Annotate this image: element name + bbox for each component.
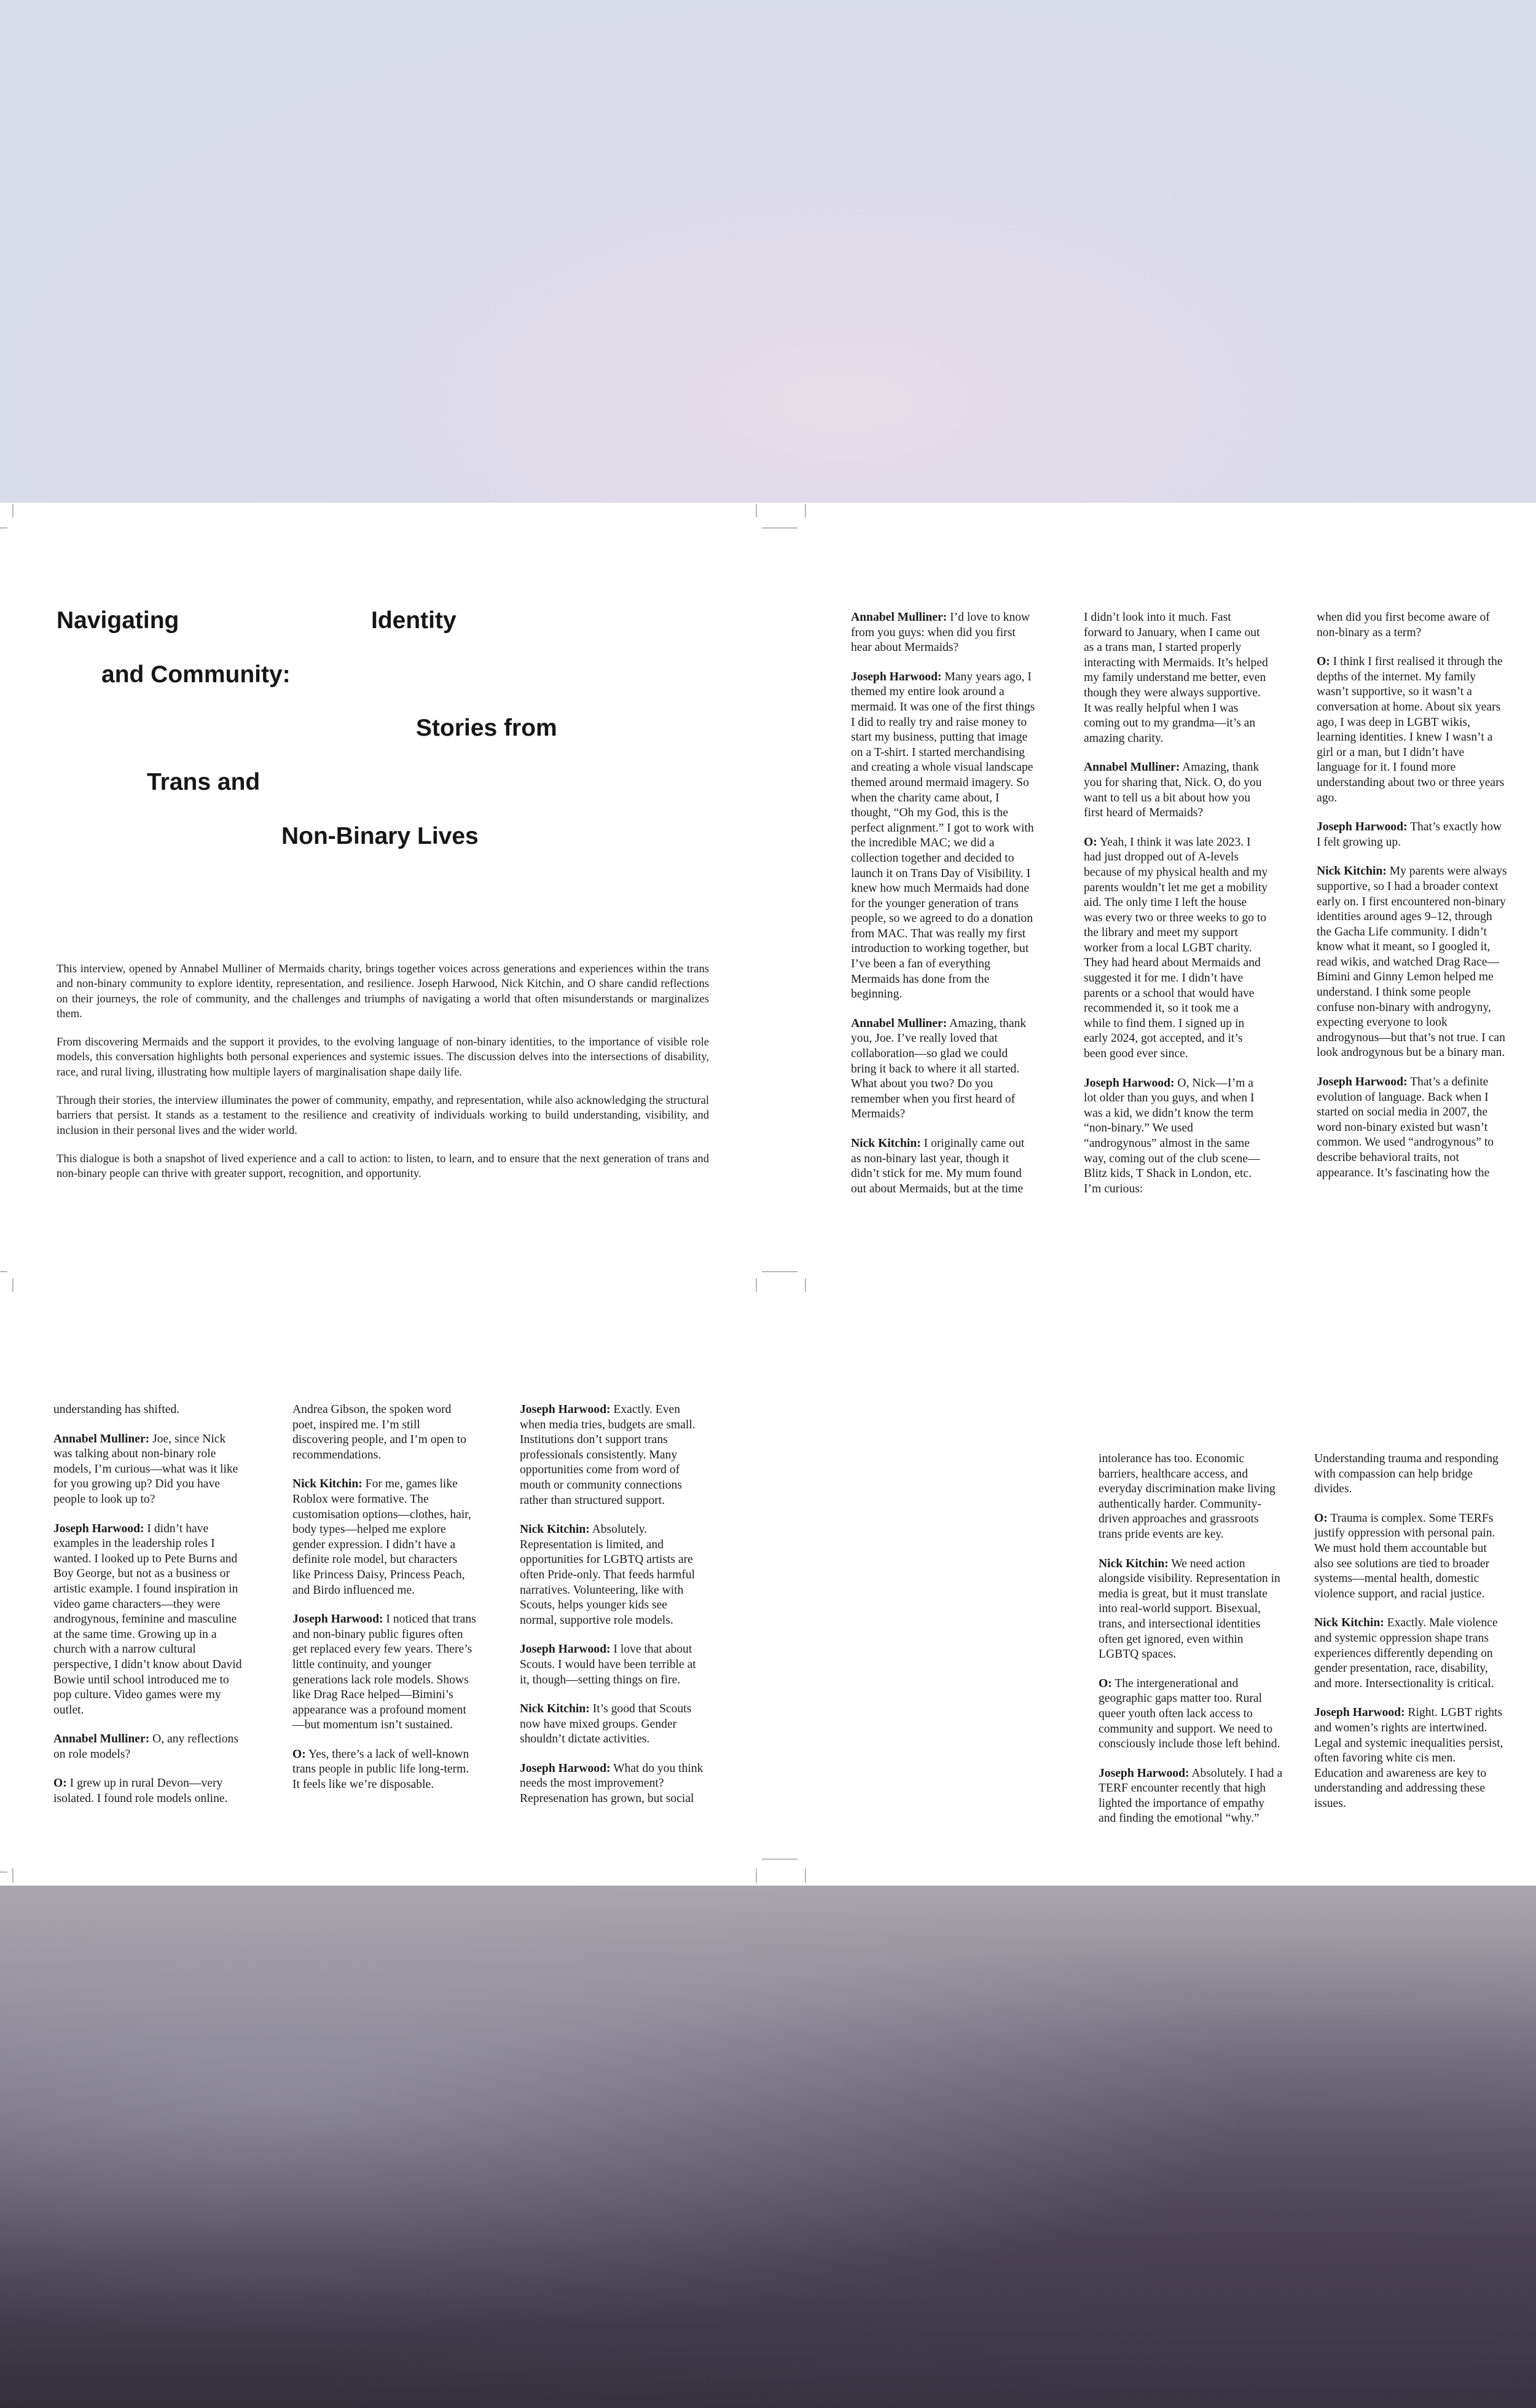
dialogue-paragraph [1084, 610, 1268, 746]
dialogue-paragraph [1317, 864, 1507, 1061]
dialogue-paragraph [1099, 1677, 1283, 1752]
dialogue-text: Exactly. Even when media tries, budgets are small. Institutions don’t support trans professionals consistently. Many opportunities come from word of mouth or community connections rather than structured support. [520, 1403, 696, 1507]
dialogue-paragraph [520, 1522, 707, 1628]
speaker-name: Annabel Mulliner: [851, 1017, 947, 1030]
speaker-name: Nick Kitchin: [851, 1137, 921, 1150]
dialogue-text: Andrea Gibson, the spoken word poet, inspired me. I’m still discovering people, and I’m open to recommendations. [292, 1403, 466, 1462]
dialogue-paragraph [851, 610, 1035, 656]
intro-text [57, 962, 709, 1195]
background-bottom [0, 1886, 1536, 2408]
intro-paragraph: This dialogue is both a snapshot of lived experience and a call to action: to listen, to learn, and to ensure that the next generation of trans and non-binary people can thrive with greater support, recognition, and opportunity. [57, 1152, 709, 1181]
interview-column [520, 1403, 707, 1821]
speaker-name: O: [1317, 655, 1330, 669]
dialogue-text: O, any reflections on role models? [53, 1733, 238, 1761]
dialogue-paragraph [520, 1403, 707, 1508]
dialogue-paragraph [53, 1432, 244, 1508]
title-line-6: Non-Binary Lives [281, 823, 479, 849]
speaker-name: Annabel Mulliner: [851, 611, 947, 624]
dialogue-text: I didn’t look into it much. Fast forward to January, when I came out as a trans man, I started properly interacting with Mermaids. It’s helped my family understand me better, even though they were always supportive. It was really helpful when I was coming out to my grandma—it’s an amazing charity. [1084, 611, 1268, 745]
dialogue-text: I love that about Scouts. I would have been terrible at it, though—setting things on fire. [520, 1643, 696, 1686]
dialogue-text: Yes, there’s a lack of well-known trans people in public life long-term. It feels like we’re disposable. [292, 1747, 469, 1792]
dialogue-paragraph [53, 1522, 244, 1718]
speaker-name: O: [292, 1747, 306, 1761]
dialogue-paragraph [851, 670, 1035, 1002]
dialogue-text: Exactly. Male violence and systemic oppression shape trans experiences differently depending on gender presentation, race, disability, and more. Intersectionality is critical. [1314, 1616, 1498, 1690]
dialogue-paragraph [292, 1612, 477, 1733]
dialogue-text: That’s exactly how I felt growing up. [1317, 820, 1502, 849]
dialogue-text: For me, games like Roblox were formative. The customisation options—clothes, hair, body types—helped me explore gender expression. I didn’t have a definite role model, but characters like Princess Daisy, Princess Peach, and Birdo influenced me. [292, 1477, 471, 1597]
dialogue-text: Absolutely. Representation is limited, and opportunities for LGBTQ artists are often Pride-only. That feeds harmful narratives. Volunteering, like with Scouts, helps younger kids see normal, supportive role models. [520, 1523, 696, 1627]
dialogue-paragraph [1317, 1075, 1507, 1181]
dialogue-paragraph [53, 1403, 244, 1418]
dialogue-text: What do you think needs the most improvement? Represenation has grown, but social [520, 1761, 703, 1806]
speaker-name: Joseph Harwood: [520, 1643, 611, 1656]
dialogue-text: Trauma is complex. Some TERFs justify oppression with personal pain. We must hold them accountable but also see solutions are tied to broader systems—mental health, domestic violence support, and racial justice. [1314, 1511, 1495, 1600]
dialogue-paragraph [292, 1747, 477, 1793]
speaker-name: Joseph Harwood: [520, 1403, 611, 1416]
speaker-name: Annabel Mulliner: [53, 1432, 150, 1446]
dialogue-paragraph [53, 1776, 244, 1806]
dialogue-text: I originally came out as non-binary last year, though it didn’t stick for me. My mum found out about Mermaids, but at the time [851, 1137, 1025, 1195]
title-line-5: Trans and [147, 769, 261, 795]
interview-column [1084, 610, 1268, 1211]
intro-paragraph: This interview, opened by Annabel Mulliner of Mermaids charity, brings together voices across generations and experiences within the trans and non-binary community to explore identity, representation, and resilience. Joseph Harwood, Nick Kitchin, and O share candid reflections on their journeys, the role of community, and the challenges and triumphs of navigating a world that often misunderstands or marginalizes them. [57, 962, 709, 1020]
speaker-name: Nick Kitchin: [1314, 1616, 1384, 1630]
dialogue-text: I’d love to know from you guys: when did you first hear about Mermaids? [851, 611, 1030, 655]
speaker-name: Joseph Harwood: [520, 1761, 611, 1775]
dialogue-paragraph [1317, 610, 1507, 640]
speaker-name: Joseph Harwood: [1317, 820, 1408, 834]
speaker-name: Joseph Harwood: [851, 670, 942, 683]
dialogue-paragraph [53, 1732, 244, 1762]
dialogue-paragraph [1317, 820, 1507, 850]
dialogue-paragraph [1084, 1076, 1268, 1197]
dialogue-text: Yeah, I think it was late 2023. I had just dropped out of A-levels because of my physical health and my parents wouldn’t let me get a mobility aid. The only time I left the house was every two or three weeks to go to the library and meet my support worker from a local LGBT charity. They had heard about Mermaids and suggested it for me. I didn’t have parents or a school that would have recommended it, so it took me a while to find them. I signed up in early 2024, got accepted, and it’s been good ever since. [1084, 835, 1268, 1061]
dialogue-paragraph [1084, 835, 1268, 1062]
intro-paragraph: From discovering Mermaids and the support it provides, to the evolving language of non-binary identities, to the importance of visible role models, this conversation highlights both personal experiences and systemic issues. The discussion delves into the intersections of disability, race, and rural living, illustrating how multiple layers of marginalisation shape daily life. [57, 1036, 709, 1079]
dialogue-paragraph [1314, 1706, 1505, 1811]
dialogue-paragraph [1084, 760, 1268, 820]
title-line-1: Navigating [57, 607, 179, 634]
title-line-3: and Community: [101, 661, 291, 688]
speaker-name: Joseph Harwood: [1314, 1706, 1405, 1720]
interview-column [1317, 610, 1507, 1195]
dialogue-text: Many years ago, I themed my entire look around a mermaid. It was one of the first things I did to really try and raise money to start my business, putting that image on a T-shirt. I started merchandising and creating a whole visual landscape themed around mermaid imagery. So when the charity came about, I thought, “Oh my God, this is the perfect alignment.” I got to work with the incredible MAC; we did a collection together and decided to launch it on Trans Day of Visibility. I knew how much Mermaids had done for the younger generation of trans people, so we agreed to do a donation from MAC. That was really my first introduction to working together, but I’ve been a fan of everything Mermaids has done from the beginning. [851, 670, 1035, 1001]
speaker-name: Nick Kitchin: [520, 1523, 590, 1536]
speaker-name: Joseph Harwood: [1317, 1076, 1408, 1089]
dialogue-text: It’s good that Scouts now have mixed groups. Gender shouldn’t dictate activities. [520, 1702, 692, 1746]
dialogue-text: I didn’t have examples in the leadership roles I wanted. I looked up to Pete Burns and Boy George, but not as a business or artistic example. I found inspiration in video game characters—they were androgynous, feminine and masculine at the same time. Growing up in a church with a narrow cultural perspective, I didn’t know about David Bowie until school introduced me to pop culture. Video games were my outlet. [53, 1522, 242, 1717]
dialogue-text: The intergenerational and geographic gaps matter too. Rural queer youth often lack access to community and support. We need to consciously include those left behind. [1099, 1677, 1280, 1751]
dialogue-text: Right. LGBT rights and women’s rights are intertwined. Legal and systemic inequalities persist, often favoring white cis men. Education and awareness are key to understanding and addressing these issues. [1314, 1706, 1503, 1810]
dialogue-text: My parents were always supportive, so I had a broader context early on. I first encountered non-binary identities around ages 9–12, through the Gacha Life community. I didn’t know what it meant, so I googled it, read wikis, and watched Drag Race—Bimini and Ginny Lemon helped me understand. I think some people confuse non-binary with androgyny, expecting everyone to look androgynous—but that’s not true. I can look androgynous but be a binary man. [1317, 865, 1507, 1060]
dialogue-text: Absolutely. I had a TERF encounter recently that high lighted the importance of empathy and finding the emotional “why.” [1099, 1766, 1283, 1825]
dialogue-text: Amazing, thank you for sharing that, Nick. O, do you want to tell us a bit about how you first heard of Mermaids? [1084, 761, 1262, 820]
speaker-name: Nick Kitchin: [292, 1477, 362, 1491]
interview-column [292, 1403, 477, 1807]
dialogue-paragraph [851, 1017, 1035, 1122]
dialogue-text: We need action alongside visibility. Representation in media is great, but it must translate into real-world support. Bisexual, trans, and intersectional identities often get ignored, even within LGBTQ spaces. [1099, 1557, 1280, 1661]
speaker-name: Joseph Harwood: [53, 1522, 144, 1535]
dialogue-text: I think I first realised it through the depths of the internet. My family wasn’t supportive, so it wasn’t a conversation at home. About six years ago, I was deep in LGBT wikis, learning identities. I knew I wasn’t a girl or a man, but I didn’t have language for it. I found more understanding about two or three years ago. [1317, 655, 1505, 805]
dialogue-paragraph [520, 1761, 707, 1807]
dialogue-text: intolerance has too. Economic barriers, healthcare access, and everyday discrimination make living authentically harder. Community-driven approaches and grassroots trans pride events are key. [1099, 1452, 1275, 1541]
dialogue-text: I noticed that trans and non-binary public figures often get replaced every few years. There’s little continuity, and younger generations lack role models. Shows like Drag Race helped—Bimini’s appearance was a profound moment—but momentum isn’t sustained. [292, 1613, 476, 1732]
speaker-name: Nick Kitchin: [1099, 1557, 1169, 1570]
speaker-name: Joseph Harwood: [1084, 1076, 1175, 1090]
dialogue-text: I grew up in rural Devon—very isolated. I found role models online. [53, 1777, 228, 1806]
dialogue-paragraph [1314, 1452, 1505, 1497]
title-line-2: Identity [371, 607, 456, 634]
dialogue-paragraph [1317, 655, 1507, 806]
dialogue-text: Amazing, thank you, Joe. I’ve really loved that collaboration—so glad we could bring it back to where it all started. What about you two? Do you remember when you first heard of Mermaids? [851, 1017, 1027, 1121]
background-top [0, 0, 1536, 503]
dialogue-paragraph [1099, 1452, 1283, 1543]
intro-paragraph: Through their stories, the interview illuminates the power of community, empathy, and representation, while also acknowledging the structural barriers that persist. It stands as a testament to the resilience and creativity of individuals working to build understanding, visibility, and inclusion in their personal lives and the wider world. [57, 1094, 709, 1137]
dialogue-paragraph [851, 1136, 1035, 1197]
interview-column [53, 1403, 244, 1821]
dialogue-paragraph [292, 1477, 477, 1598]
speaker-name: Nick Kitchin: [520, 1702, 590, 1716]
dialogue-text: That’s a definite evolution of language. Back when I started on social media in 2007, the word non-binary existed but wasn’t common. We used “androgynous” to describe behavioral traits, not appearance. It’s fascinating how the [1317, 1076, 1494, 1179]
dialogue-text: when did you first become aware of non-binary as a term? [1317, 611, 1490, 639]
speaker-name: Joseph Harwood: [292, 1613, 383, 1626]
speaker-name: O: [53, 1777, 67, 1790]
dialogue-paragraph [1099, 1766, 1283, 1827]
interview-column [1314, 1452, 1505, 1825]
speaker-name: Annabel Mulliner: [53, 1733, 150, 1746]
dialogue-paragraph [1314, 1511, 1505, 1602]
speaker-name: O: [1314, 1511, 1328, 1525]
speaker-name: Joseph Harwood: [1099, 1766, 1189, 1780]
speaker-name: Nick Kitchin: [1317, 865, 1387, 878]
speaker-name: Annabel Mulliner: [1084, 761, 1180, 774]
dialogue-paragraph [1099, 1557, 1283, 1662]
speaker-name: O: [1099, 1677, 1112, 1690]
dialogue-paragraph [520, 1702, 707, 1747]
interview-column [851, 610, 1035, 1211]
dialogue-text: understanding has shifted. [53, 1403, 180, 1416]
speaker-name: O: [1084, 835, 1097, 849]
interview-column [1099, 1452, 1283, 1841]
dialogue-text: Joe, since Nick was talking about non-binary role models, I’m curious—what was it like for you growing up? Did you have people to look up to? [53, 1432, 238, 1506]
dialogue-paragraph [520, 1642, 707, 1688]
dialogue-text: Understanding trauma and responding with compassion can help bridge divides. [1314, 1452, 1499, 1496]
dialogue-text: O, Nick—I’m a lot older than you guys, and when I was a kid, we didn’t know the term “non-binary.” We used “androgynous” almost in the same way, coming out of the club scene—Blitz kids, T Shack in London, etc. I’m curious: [1084, 1076, 1260, 1195]
dialogue-paragraph [292, 1403, 477, 1463]
title-line-4: Stories from [416, 715, 557, 741]
dialogue-paragraph [1314, 1616, 1505, 1691]
